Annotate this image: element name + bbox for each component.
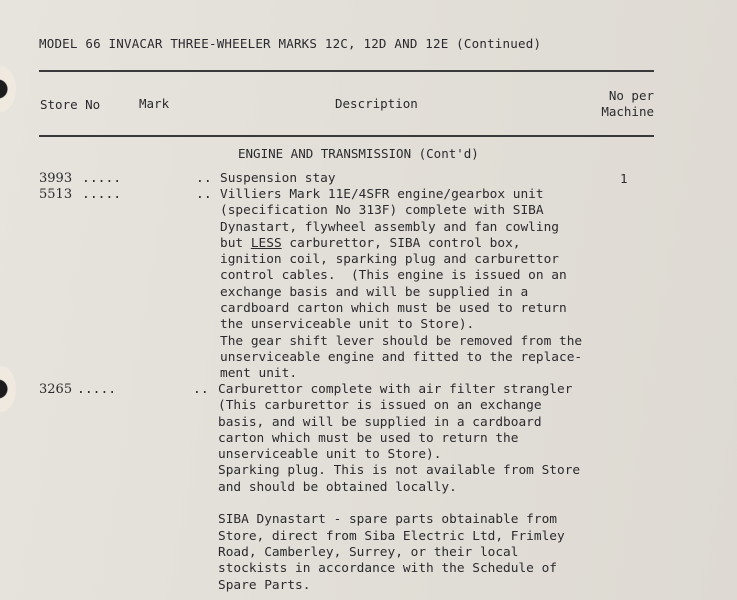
leader-dots: .....	[82, 171, 122, 186]
description-line: the unserviceable unit to Store).	[220, 317, 475, 333]
leader-dots: .....	[77, 382, 117, 397]
quantity: 1	[620, 171, 628, 186]
description-line: (This carburettor is issued on an exchange	[218, 398, 542, 414]
description-line: Suspension stay	[220, 171, 336, 186]
header-rule-bottom	[39, 135, 654, 137]
column-header-no-per-machine	[588, 88, 654, 120]
description-line	[218, 496, 580, 512]
section-heading: ENGINE AND TRANSMISSION (Cont'd)	[238, 146, 479, 161]
description-line: stockists in accordance with the Schedule of	[218, 561, 557, 577]
leader-dots: ..	[196, 171, 212, 186]
leader-dots: ..	[196, 187, 212, 202]
emphasis-less: LESS	[250, 235, 282, 251]
column-header-description: Description	[335, 96, 418, 111]
punch-hole	[0, 66, 16, 112]
document-title: MODEL 66 INVACAR THREE-WHEELER MARKS 12C, 12D AND 12E (Continued)	[39, 36, 542, 51]
description-line: unserviceable unit to Store).	[218, 447, 442, 463]
description-line: Carburettor complete with air filter strangler	[218, 382, 573, 397]
description-line: Store, direct from Siba Electric Ltd, Frimley	[218, 528, 565, 544]
item-description	[220, 187, 582, 383]
leader-dots: ..	[193, 382, 209, 397]
description-line: Road, Camberley, Surrey, or their local	[218, 544, 519, 560]
header-rule-top	[39, 70, 654, 72]
description-line: but LESS carburettor, SIBA control box,	[220, 235, 521, 251]
column-header-mark: Mark	[139, 96, 170, 111]
store-number: 3993	[39, 171, 73, 186]
store-number: 5513	[39, 187, 73, 202]
description-line: Spare Parts.	[218, 577, 311, 593]
description-line: exchange basis and will be supplied in a	[220, 284, 529, 300]
column-header-no-per: No per	[608, 88, 654, 103]
column-header-store-no: Store No	[40, 97, 101, 112]
description-line: Sparking plug. This is not available from Store	[218, 463, 581, 479]
description-line: and should be obtained locally.	[218, 479, 457, 495]
description-line: ignition coil, sparking plug and carburettor	[220, 252, 559, 268]
description-line: ment unit.	[220, 366, 298, 382]
description-line: carton which must be used to return the	[218, 430, 519, 446]
description-line: basis, and will be supplied in a cardboard	[218, 414, 542, 430]
item-description	[218, 382, 580, 594]
description-line: (specification No 313F) complete with SIBA	[220, 203, 544, 219]
description-line: SIBA Dynastart - spare parts obtainable from	[218, 512, 557, 528]
description-line: control cables. (This engine is issued on an	[220, 268, 567, 284]
punch-hole	[0, 366, 16, 412]
item-description	[220, 171, 336, 187]
description-line: unserviceable engine and fitted to the replace-	[220, 349, 583, 365]
description-line: The gear shift lever should be removed from the	[220, 333, 583, 349]
description-line: Dynastart, flywheel assembly and fan cowling	[220, 219, 559, 235]
description-line: Villiers Mark 11E/4SFR engine/gearbox unit	[220, 187, 544, 202]
store-number: 3265	[39, 382, 73, 397]
description-line: cardboard carton which must be used to return	[220, 301, 567, 317]
leader-dots: .....	[82, 187, 122, 202]
column-header-machine: Machine	[601, 104, 654, 119]
